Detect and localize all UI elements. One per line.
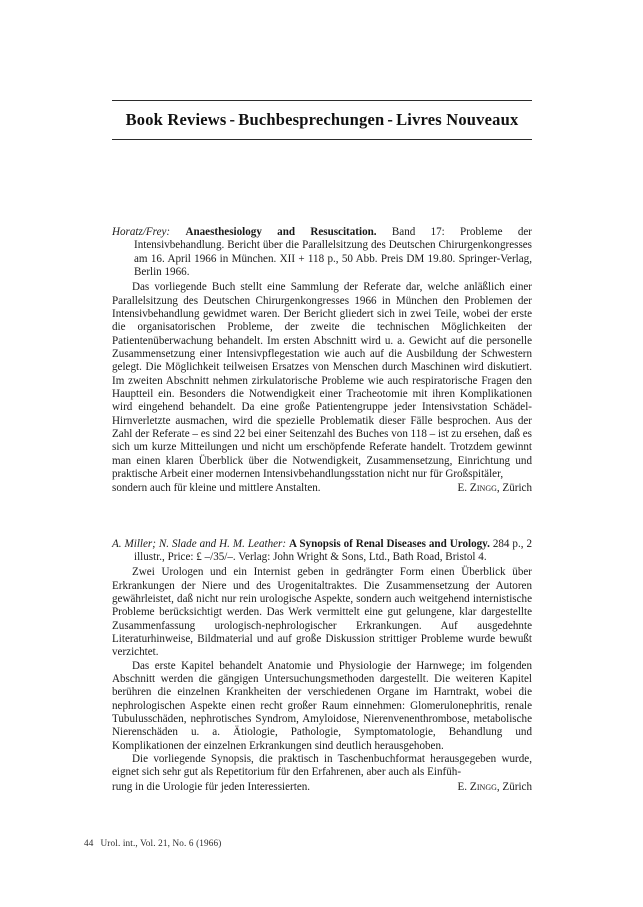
review-closing-line — [112, 481, 532, 495]
reviewer-surname: Zingg — [469, 481, 497, 495]
review-reference-line — [112, 226, 532, 279]
reviewer-city: , Zürich — [496, 482, 532, 495]
review-body-paragraph: Die vorliegende Synopsis, die praktisch in Taschenbuchformat herausgegeben wurde, eignet sich sehr gut als Repetitorium für den Erfahrenen, aber auch als Einfüh- — [112, 753, 532, 779]
review-reference-line — [112, 538, 532, 565]
reviewer-city: , Zürich — [496, 780, 532, 793]
reviewer-signature — [457, 481, 532, 495]
page-title — [112, 110, 532, 130]
review-authors: Horatz/Frey: — [112, 226, 171, 238]
reviews-container — [112, 226, 532, 794]
review-closing-line — [112, 780, 532, 794]
reviewer-surname: Zingg — [469, 779, 497, 793]
book-review-entry — [112, 226, 532, 496]
review-title: Anaesthesiology and Resuscitation. — [185, 226, 377, 238]
review-authors: A. Miller; N. Slade and H. M. Leather: — [112, 537, 287, 550]
review-last-line: sondern auch für kleine und mittlere Anstalten. — [112, 482, 321, 495]
review-body-paragraph: Das vorliegende Buch stellt eine Sammlung der Referate dar, welche anläßlich einer Parallelsitzung des Deutschen Chirurgenkongresses 1966 in München den Problemen der Intensivbehandlung gewidmet waren. Der Bericht gliedert sich in zwei Teile, wobei der erste die organisatorischen Probleme, der zweite die technischen Möglichkeiten der Patientenüberwachung behandelt. Im ersten Abschnitt wird u. a. Gewicht auf die personelle Zusammensetzung einer Intensivpflegestation wie auch auf die Ausbildung der Schwestern gelegt. Die Möglichkeit teilweisen Ersatzes von Menschen durch Maschinen wird diskutiert. Im zweiten Abschnitt nehmen zirkulatorische Probleme wie auch respiratorische Fragen den Hauptteil ein. Besonders die Notwendigkeit einer Tracheotomie mit ihren Komplikationen wird eingehend behandelt. Da eine große Patientengruppe jeder Intensivstation Schädel-Hirnverletzte ausmachen, wird die spezielle Problematik dieser Fälle besprochen. Aus der Zahl der Referate – es sind 22 bei einer Seitenzahl des Buches von 118 – ist zu ersehen, daß es sich um kurze Mitteilungen und nicht um erschöpfende Referate handelt. Trotzdem gewinnt man einen klaren Überblick über die Notwendigkeit, Zusammensetzung, Einrichtung und praktische Arbeit einer modernen Intensivbehandlungsstation nicht nur für Großspitäler, — [112, 281, 532, 480]
masthead-part-french: Livres Nouveaux — [396, 110, 519, 129]
review-bibliographic-details: 284 p., 2 illustr., Price: £ –/35/–. Verlag: John Wright & Sons, Ltd., Bath Road, Bristol 4. — [134, 537, 532, 563]
masthead-rule-bottom — [112, 139, 532, 140]
footer-journal-citation: Urol. int., Vol. 21, No. 6 (1966) — [100, 838, 222, 848]
review-body-paragraph: Zwei Urologen und ein Internist geben in gedrängter Form einen Überblick über Erkrankungen der Niere und des Urogenitaltraktes. Die Zusammensetzung der Autoren gewährleistet, daß nicht nur rein urologische Aspekte, sondern auch weitgehend internistische Probleme berücksichtigt werden. Das Werk vermittelt eine gut gelungene, klar dargestellte Zusammenfassung urologisch-nephrologischer Erkrankungen. Auf ausgedehnte Literaturhinweise, Bildmaterial und auf große Diskussion strittiger Probleme wurde bewußt verzichtet. — [112, 566, 532, 659]
masthead-separator-2: - — [387, 110, 394, 129]
page-footer — [84, 838, 222, 849]
reviewer-initial: E. — [457, 482, 470, 495]
masthead-separator-1: - — [229, 110, 236, 129]
reviewer-signature — [457, 780, 532, 794]
book-review-entry — [112, 538, 532, 794]
masthead-part-english: Book Reviews — [125, 110, 227, 129]
review-body-paragraph: Das erste Kapitel behandelt Anatomie und Physiologie der Harnwege; im folgenden Abschnitt werden die gängigen Untersuchungsmethoden dargestellt. Die weiteren Kapitel berühren die einzelnen Krankheiten der verschiedenen Organe im Harntrakt, wobei die nephrologischen Aspekte einen recht großer Raum einnehmen: Glomerulonephritis, renale Tubulusschäden, nephrotisches Syndrom, Amyloidose, Nierenvenenthrombose, metabolische Nierenschäden u. a. Ätiologie, Pathologie, Symptomatologie, Behandlung und Komplikationen der einzelnen Erkrankungen sind deutlich herausgehoben. — [112, 659, 532, 752]
masthead — [112, 100, 532, 140]
reviewer-initial: E. — [457, 780, 470, 793]
review-bibliographic-details: Band 17: Probleme der Intensivbehandlung. Bericht über die Parallelsitzung des Deutschen Chirurgenkongresses am 16. April 1966 in München. XII + 118 p., 50 Abb. Preis DM 19.80. Springer-Verlag, Berlin 1966. — [134, 226, 532, 278]
masthead-rule-top — [112, 100, 532, 101]
masthead-part-german: Buchbesprechungen — [238, 110, 385, 129]
footer-page-number: 44 — [84, 838, 94, 848]
review-last-line: rung in die Urologie für jeden Interessierten. — [112, 780, 311, 793]
review-title: A Synopsis of Renal Diseases and Urology. — [289, 537, 490, 550]
